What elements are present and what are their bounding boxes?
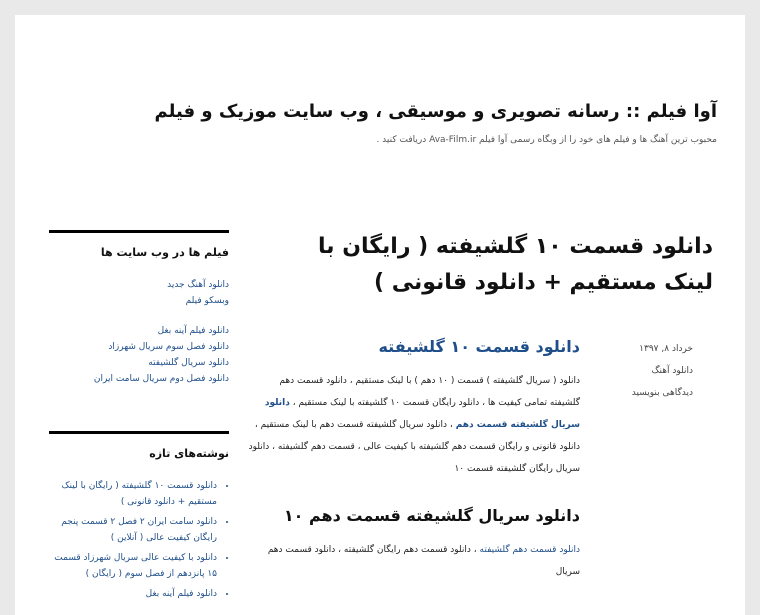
- sidebar-link[interactable]: دانلود فیلم آینه بغل: [157, 326, 229, 336]
- link-list: [49, 277, 229, 309]
- list-item: [49, 323, 229, 339]
- paragraph-text: ، دانلود قسمت دهم رایگان گلشیفته ، دانلود قسمت دهم سریال: [267, 545, 580, 577]
- entry-meta: [605, 338, 693, 404]
- list-item: [49, 371, 229, 387]
- recent-post-link[interactable]: دانلود سامت ایران ۲ فصل ۲ قسمت پنجم رایگان کیفیت عالی ( آنلاین ): [61, 517, 217, 543]
- sidebar-link[interactable]: وبسکو فیلم: [185, 296, 229, 306]
- recent-post-link[interactable]: دانلود فیلم آینه بغل: [145, 589, 217, 599]
- post-content: [247, 337, 580, 583]
- list-item: [49, 355, 229, 371]
- page: [15, 15, 745, 615]
- post-date[interactable]: خرداد ۸, ۱۳۹۷: [639, 344, 693, 354]
- link-list: [49, 323, 229, 387]
- content-link[interactable]: دانلود سریال گلشیفته قسمت دهم: [264, 398, 580, 430]
- list-item: [49, 550, 217, 582]
- list-item: [49, 478, 217, 510]
- sidebar-link[interactable]: دانلود سریال گلشیفته: [148, 358, 229, 368]
- content-heading: دانلود سریال گلشیفته قسمت دهم ۱۰: [283, 506, 580, 525]
- paragraph-text: دانلود ( سریال گلشیفته ) قسمت ( ۱۰ دهم ) با لینک مستقیم ، دانلود قسمت دهم گلشیفته تمامی کیفیت ها ، دانلود رایگان قسمت ۱۰ گلشیفته با لینک مستقیم ،: [279, 376, 580, 408]
- recent-post-link[interactable]: دانلود با کیفیت عالی سریال شهرزاد قسمت ۱۵ پانزدهم از فصل سوم ( رایگان ): [54, 553, 217, 579]
- widget-recent-posts: [49, 431, 229, 602]
- widget-title: فیلم ها در وب سایت ها: [100, 246, 229, 259]
- widget-title: نوشته‌های تازه: [149, 447, 229, 460]
- content-link[interactable]: دانلود قسمت دهم گلشیفته: [479, 545, 580, 555]
- site-title[interactable]: آوا فیلم :: رسانه تصویری و موسیقی ، وب سایت موزیک و فیلم: [154, 101, 717, 122]
- list-item: [49, 514, 217, 546]
- comments-link[interactable]: دیدگاهی بنویسید: [631, 388, 693, 398]
- post-category[interactable]: دانلود آهنگ: [651, 366, 693, 376]
- sidebar-link[interactable]: دانلود فصل سوم سریال شهرزاد: [108, 342, 229, 352]
- recent-post-link[interactable]: دانلود قسمت ۱۰ گلشیفته ( رایگان با لینک مستقیم + دانلود قانونی ): [61, 481, 217, 507]
- widget-film-sites: [49, 230, 229, 387]
- list-item: [49, 339, 229, 355]
- site-description: محبوب ترین آهنگ ها و فیلم های خود را از وبگاه رسمی آوا فیلم Ava-Film.ir دریافت کنید .: [376, 135, 717, 145]
- recent-posts-list: [49, 478, 229, 602]
- content-heading: دانلود قسمت ۱۰ گلشیفته: [378, 337, 580, 356]
- sidebar: [49, 230, 229, 606]
- content-paragraph: [247, 539, 580, 583]
- list-item: [49, 293, 229, 309]
- post-title[interactable]: دانلود قسمت ۱۰ گلشیفته ( رایگان با لینک مستقیم + دانلود قانونی ): [318, 234, 713, 295]
- sidebar-link[interactable]: دانلود فصل دوم سریال سامت ایران: [93, 374, 229, 384]
- content-paragraph: [247, 370, 580, 480]
- list-item: [49, 277, 229, 293]
- sidebar-link[interactable]: دانلود آهنگ جدید: [167, 280, 229, 290]
- paragraph-text: ، دانلود سریال گلشیفته قسمت دهم با لینک مستقیم ، دانلود قانونی و رایگان قسمت دهم گلشیفته با کیفیت عالی ، قسمت دهم گلشیفته ، دانلود سریال رایگان گلشیفته قسمت ۱۰: [248, 420, 580, 474]
